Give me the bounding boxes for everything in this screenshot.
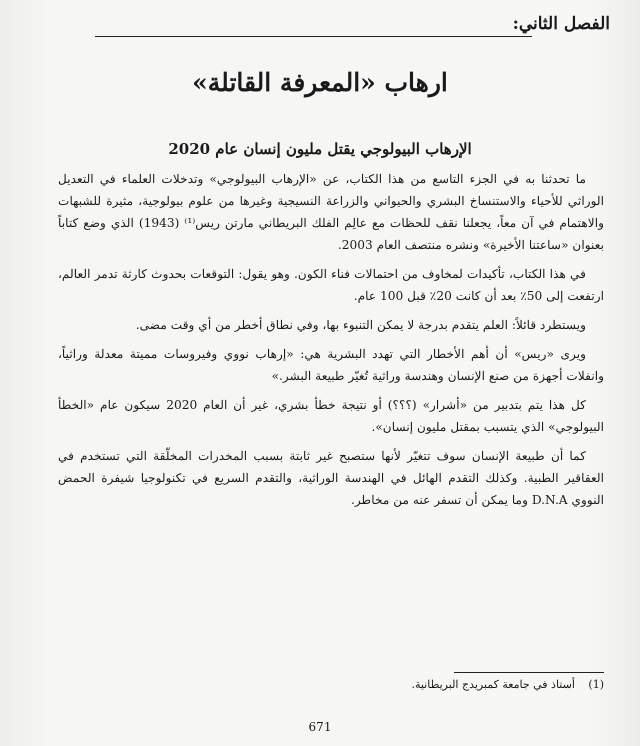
paragraph: ويرى «ريس» أن أهم الأخطار التي تهدد البشرية هي: «إرهاب نووي وفيروسات مميتة معدلة وراثياً، وانفلات أجهزة من صنع الإنسان وهندسة وراثية تُغيّر طبيعة البشر.» <box>58 347 604 383</box>
paragraph: في هذا الكتاب، تأكيدات لمخاوف من احتمالات فناء الكون. وهو يقول: التوقعات بحدوث كارثة تدمر العالم، ارتفعت إلى 50٪ بعد أن كانت 20٪ قبل 100 عام. <box>58 267 604 303</box>
header-rule <box>95 36 532 37</box>
footnote <box>411 678 604 691</box>
paragraph: كل هذا يتم بتدبير من «أشرار» (؟؟؟) أو نتيجة خطأ بشري، غير أن العام 2020 سيكون عام «الخطأ البيولوجي» الذي يتسبب بمقتل مليون إنسان». <box>58 398 604 434</box>
section-heading: الإرهاب البيولوجي يقتل مليون إنسان عام 2020 <box>168 140 472 158</box>
page-number: 671 <box>308 720 332 734</box>
paragraph: ويستطرد قائلاً: العلم يتقدم بدرجة لا يمكن التنبوء بها، وفي نطاق أخطر من أي وقت مضى. <box>135 318 586 332</box>
paragraph: كما أن طبيعة الإنسان سوف تتغيّر لأنها ستصبح غير ثابتة بسبب المخدرات المخلّقة التي تستخدم في العقاقير الطبية. وكذلك التقدم الهائل في الهندسة الوراثية، والتقدم السريع في تكنولوجيا شيفرة الحمض النووي D.N.A وما يمكن أن تسفر عنه من مخاطر. <box>58 449 604 507</box>
paragraph: ما تحدثنا به في الجزء التاسع من هذا الكتاب، عن «الإرهاب البيولوجي» وتدخلات العلماء في التعديل الوراثي للأحياء والاستنساخ البشري والحيواني والزراعة النسيجية وغيرها من علوم بيولوجية، مثيرة للشبهات والاهتمام في آن معاً، يجعلنا نقف للحظات مع عالِم الفلك البريطاني مارتن ريس⁽¹⁾ (1943) الذي وضع كتاباً بعنوان «ساعتنا الأخيرة» ونشره منتصف العام 2003. <box>58 172 605 252</box>
footnote-text: أستاذ في جامعة كمبريدج البريطانية. <box>411 678 575 691</box>
body-text <box>58 168 604 518</box>
page-title: ارهاب «المعرفة القاتلة» <box>192 68 448 97</box>
footnote-number: (1) <box>588 678 604 691</box>
chapter-header: الفصل الثاني: <box>512 14 610 34</box>
footnote-rule <box>454 672 604 673</box>
